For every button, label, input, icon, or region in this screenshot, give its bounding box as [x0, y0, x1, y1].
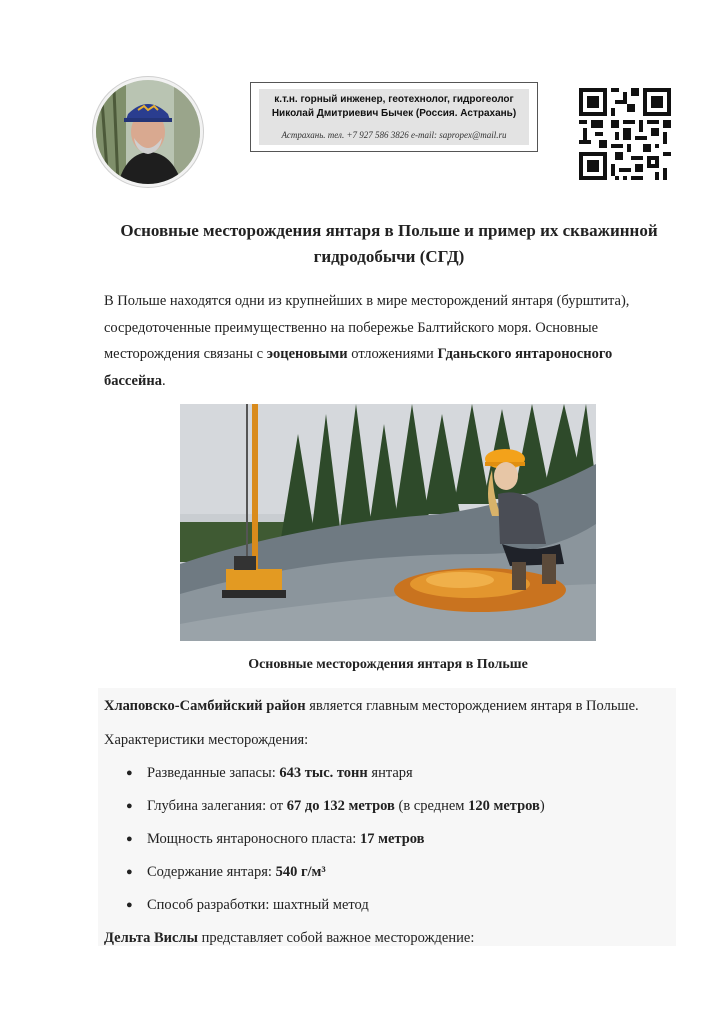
bullet-text: ) [539, 798, 545, 814]
contact-card [250, 82, 538, 152]
delta-line [104, 928, 474, 948]
bullet-text: янтаря [367, 765, 413, 781]
intro-bold-eocene: эоценовыми [266, 346, 348, 362]
author-contacts: Астрахань. тел. +7 927 586 3826 e-mail: sapropex@mail.ru [281, 130, 507, 140]
author-avatar [96, 80, 200, 184]
region-description: является главным месторождением янтаря в Польше. [305, 698, 639, 714]
bullet-icon: ● [126, 767, 133, 779]
author-photo [96, 80, 200, 184]
author-name: Николай Дмитриевич Бычек (Россия. Астрахань) [271, 108, 517, 119]
qr-code-icon [579, 88, 671, 180]
bullet-text: Содержание янтаря: [147, 864, 276, 880]
intro-text-2: отложениями [347, 346, 438, 362]
bullet-icon: ● [126, 800, 133, 812]
figure-caption: Основные месторождения янтаря в Польше [248, 657, 528, 672]
bullet-text: Глубина залегания: от [147, 798, 287, 814]
bullet-icon: ● [126, 899, 133, 911]
bullet-value: 643 тыс. тонн [279, 765, 368, 781]
document-title: Основные месторождения янтаря в Польше и пример их скважинной гидродобычи (СГД) [120, 221, 658, 266]
contact-card-body [259, 89, 529, 145]
intro-text-3: . [161, 372, 166, 389]
bullet-text: Разведанные запасы: [147, 765, 280, 781]
amber-mining-photo [180, 404, 596, 641]
delta-description: представляет собой важное месторождение: [197, 930, 475, 946]
characteristics-label: Характеристики месторождения: [104, 732, 309, 748]
bullet-text: (в среднем [394, 798, 469, 814]
bullet-icon: ● [126, 833, 133, 845]
bullet-value: 540 г/м³ [275, 864, 326, 880]
bullet-text: Мощность янтароносного пласта: [147, 831, 360, 847]
bullet-value: 120 метров [468, 798, 540, 814]
amber-quarry-illustration [180, 404, 596, 641]
bullet-icon: ● [126, 866, 133, 878]
delta-name: Дельта Вислы [104, 930, 198, 946]
qr-code [579, 88, 671, 180]
bullet-value: 67 до 132 метров [286, 798, 395, 814]
region-name: Хлаповско-Самбийский район [104, 698, 306, 714]
author-credentials: к.т.н. горный инженер, геотехнолог, гидрогеолог [274, 94, 514, 105]
intro-bold-basin: Гданьского янтароносного бассейна [104, 346, 613, 389]
bullet-text: Способ разработки: шахтный метод [147, 897, 369, 913]
bullet-value: 17 метров [359, 831, 425, 847]
region-line [104, 696, 639, 716]
intro-paragraph [104, 288, 672, 394]
intro-text-1: В Польше находятся одни из крупнейших в мире месторождений янтаря (бурштита), сосредоточенные преимущественно на побережье Балтийского моря. Основные месторождения связаны с [104, 293, 630, 362]
